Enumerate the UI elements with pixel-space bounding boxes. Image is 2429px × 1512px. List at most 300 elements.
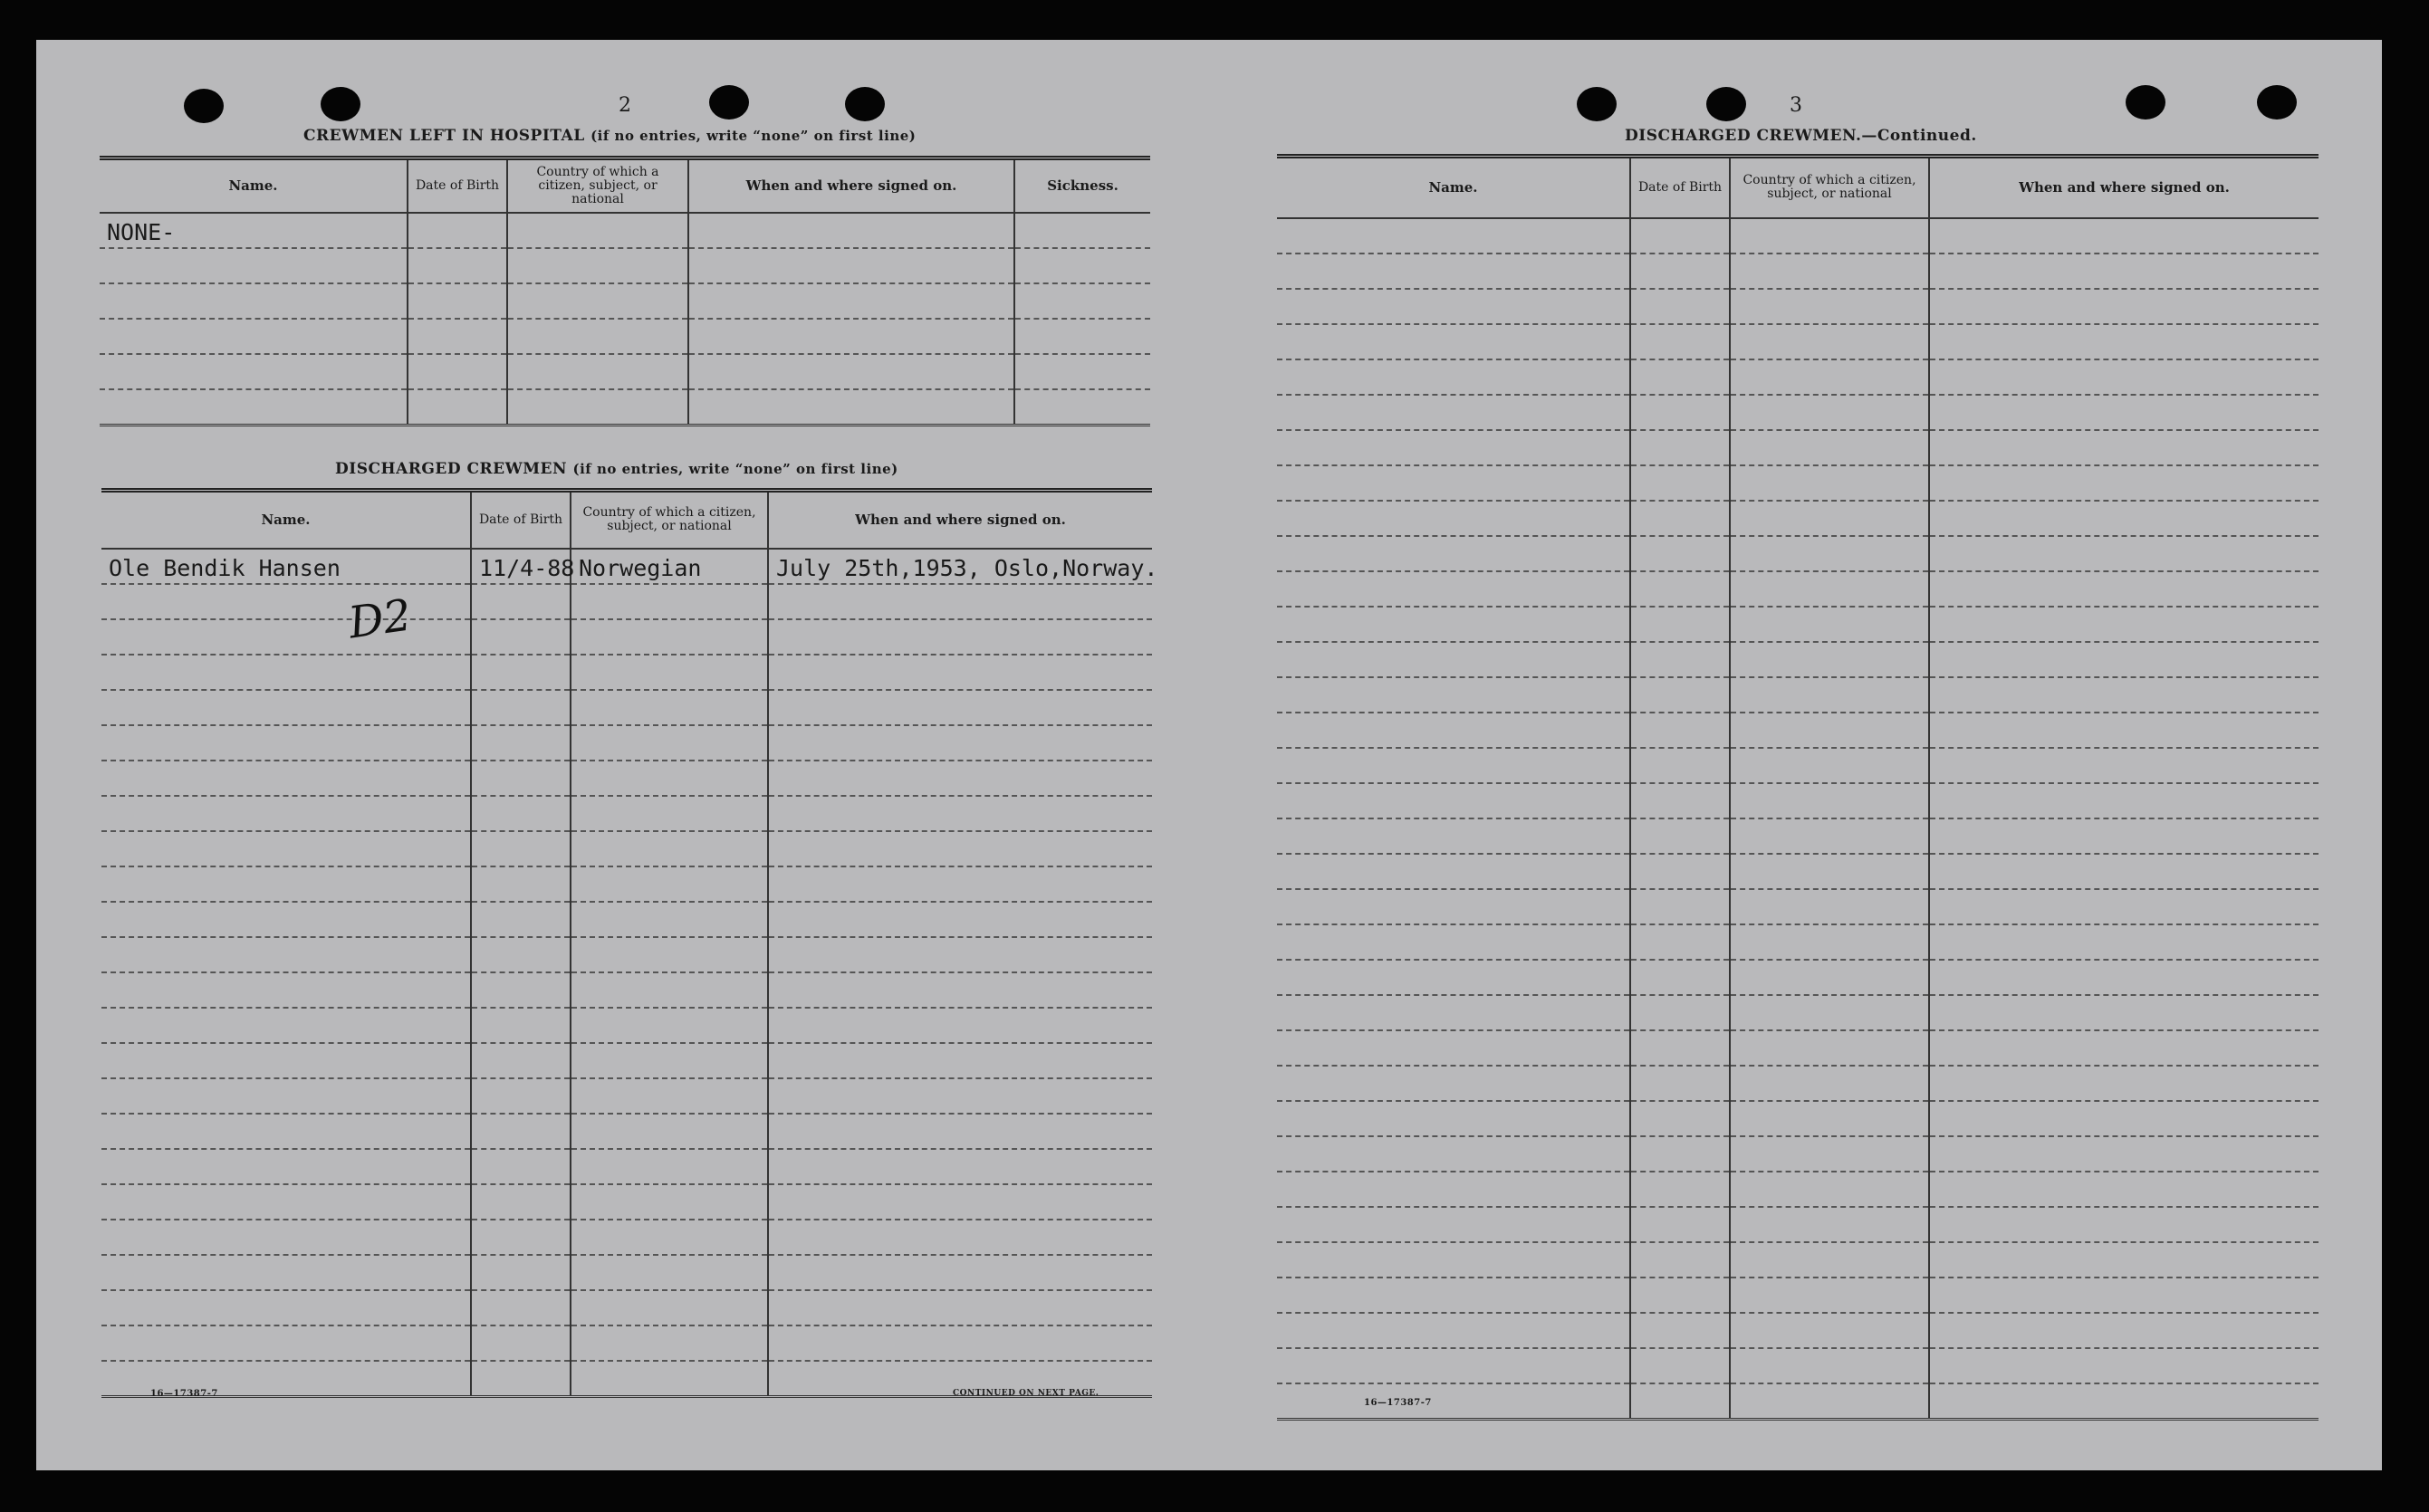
table-row — [101, 725, 1152, 761]
cell-signed — [1929, 1383, 2319, 1420]
table-row — [1277, 1278, 2319, 1313]
cell-country — [571, 1361, 768, 1397]
left-page — [36, 40, 1214, 1470]
cell-sickness — [1014, 354, 1150, 389]
col-header-country: Country of which a citizen, subject, or national — [1730, 157, 1929, 218]
table-row — [1277, 465, 2319, 501]
cell-dob — [1630, 713, 1730, 748]
typed-entry: NONE- — [107, 218, 176, 245]
cell-country — [1730, 430, 1929, 465]
table-row — [1277, 1207, 2319, 1242]
cell-signed — [688, 319, 1014, 354]
cell-country — [1730, 536, 1929, 571]
cell-signed — [688, 354, 1014, 389]
cell-name — [1277, 960, 1630, 995]
table-row — [101, 761, 1152, 796]
table-row — [100, 319, 1150, 354]
cell-country — [571, 1184, 768, 1220]
cell-dob — [408, 319, 507, 354]
cell-country — [1730, 783, 1929, 818]
table-row — [1277, 501, 2319, 536]
cell-name — [101, 619, 471, 655]
cell-country — [571, 796, 768, 831]
cell-dob — [471, 1114, 571, 1149]
table-row — [1277, 289, 2319, 324]
cell-dob — [1630, 854, 1730, 889]
cell-name — [1277, 1348, 1630, 1383]
cell-country — [1730, 571, 1929, 607]
cell-name — [101, 1220, 471, 1255]
cell-dob — [1630, 430, 1730, 465]
cell-name — [101, 549, 471, 584]
cell-signed — [1929, 571, 2319, 607]
cell-signed — [1929, 1348, 2319, 1383]
table-row — [101, 655, 1152, 690]
cell-name — [1277, 1101, 1630, 1136]
cell-signed — [768, 796, 1152, 831]
table-row — [101, 1043, 1152, 1078]
table-row — [100, 283, 1150, 319]
table-row — [101, 1008, 1152, 1043]
cell-name — [101, 1184, 471, 1220]
cell-signed — [1929, 1242, 2319, 1278]
cell-sickness — [1014, 319, 1150, 354]
cell-dob — [408, 283, 507, 319]
cell-signed — [1929, 359, 2319, 395]
table-row — [101, 831, 1152, 866]
cell-dob — [471, 1325, 571, 1361]
cell-signed — [1929, 783, 2319, 818]
cell-country — [571, 619, 768, 655]
cell-signed — [688, 248, 1014, 283]
cell-dob — [1630, 1242, 1730, 1278]
cell-country — [1730, 501, 1929, 536]
cell-signed — [768, 1290, 1152, 1325]
cell-signed — [768, 1149, 1152, 1184]
cell-signed — [1929, 289, 2319, 324]
cell-dob — [1630, 324, 1730, 359]
cell-name — [1277, 1313, 1630, 1348]
cell-dob — [1630, 607, 1730, 642]
cell-signed — [768, 1043, 1152, 1078]
table-row — [1277, 1101, 2319, 1136]
cell-dob — [471, 619, 571, 655]
cell-name — [101, 1043, 471, 1078]
cell-country — [1730, 1136, 1929, 1172]
cell-name — [100, 213, 408, 248]
handwritten-mark: D2 — [345, 589, 415, 649]
cell-signed — [768, 1008, 1152, 1043]
cell-name — [1277, 571, 1630, 607]
cell-name — [101, 1008, 471, 1043]
cell-country — [571, 937, 768, 972]
table-row — [1277, 854, 2319, 889]
cell-country — [571, 1255, 768, 1290]
cell-name — [101, 690, 471, 725]
cell-signed — [1929, 1136, 2319, 1172]
cell-dob — [1630, 924, 1730, 960]
cell-country — [1730, 1101, 1929, 1136]
table-row — [1277, 713, 2319, 748]
cell-dob — [471, 1255, 571, 1290]
cell-name — [1277, 995, 1630, 1030]
cell-dob — [1630, 1030, 1730, 1066]
cell-signed — [768, 1184, 1152, 1220]
cell-country — [1730, 995, 1929, 1030]
table-row — [1277, 748, 2319, 783]
cell-signed — [1929, 607, 2319, 642]
cell-country — [1730, 854, 1929, 889]
table-row — [1277, 571, 2319, 607]
cell-signed — [1929, 818, 2319, 854]
cell-country — [1730, 1030, 1929, 1066]
cell-name — [101, 937, 471, 972]
discharged-rows — [101, 549, 1158, 1397]
cell-signed — [1929, 324, 2319, 359]
cell-dob — [471, 937, 571, 972]
table-row — [1277, 395, 2319, 430]
cell-name — [101, 1325, 471, 1361]
cell-name — [1277, 1136, 1630, 1172]
cell-country — [571, 1008, 768, 1043]
cell-name — [100, 283, 408, 319]
cell-dob — [408, 389, 507, 426]
cell-signed — [1929, 854, 2319, 889]
cell-name — [101, 1255, 471, 1290]
cell-country — [571, 1114, 768, 1149]
cell-name — [1277, 1242, 1630, 1278]
cell-country — [1730, 1383, 1929, 1420]
table-row — [101, 1325, 1152, 1361]
hospital-rows — [100, 213, 1150, 426]
cell-country — [1730, 1313, 1929, 1348]
cell-name — [1277, 501, 1630, 536]
cell-signed — [768, 1325, 1152, 1361]
table-row — [101, 1114, 1152, 1149]
cell-dob — [471, 584, 571, 619]
cell-name — [1277, 289, 1630, 324]
cell-signed — [768, 972, 1152, 1008]
cell-name — [1277, 395, 1630, 430]
cell-country — [571, 1078, 768, 1114]
cell-signed — [1929, 536, 2319, 571]
cell-dob — [1630, 501, 1730, 536]
cell-dob — [471, 1361, 571, 1397]
cell-signed — [768, 937, 1152, 972]
form-number: 16—17387-7 — [150, 1389, 218, 1399]
cell-name — [1277, 1383, 1630, 1420]
table-row — [1277, 430, 2319, 465]
table-row — [101, 866, 1152, 902]
cell-dob — [1630, 536, 1730, 571]
cell-dob — [1630, 960, 1730, 995]
cell-dob — [1630, 1101, 1730, 1136]
cell-name — [1277, 889, 1630, 924]
cell-name — [101, 584, 471, 619]
document-sheet — [36, 40, 2382, 1470]
cell-name — [1277, 430, 1630, 465]
cell-dob — [471, 690, 571, 725]
hospital-title-text: CREWMEN LEFT IN HOSPITAL — [303, 127, 585, 145]
table-row — [1277, 924, 2319, 960]
cell-signed — [768, 866, 1152, 902]
cell-dob — [471, 1220, 571, 1255]
col-header-country: Country of which a citizen, subject, or national — [571, 491, 768, 549]
col-header-signed: When and where signed on. — [688, 158, 1014, 213]
cell-name — [1277, 818, 1630, 854]
cell-name — [101, 1114, 471, 1149]
cell-name — [101, 761, 471, 796]
table-row — [101, 584, 1152, 619]
cell-country — [1730, 254, 1929, 289]
table-row — [101, 1184, 1152, 1220]
cell-signed — [1929, 501, 2319, 536]
col-header-name: Name. — [1277, 157, 1630, 218]
cell-dob — [471, 1043, 571, 1078]
cell-country — [1730, 607, 1929, 642]
table-row — [1277, 889, 2319, 924]
form-number: 16—17387-7 — [1364, 1398, 1432, 1408]
cell-country — [1730, 289, 1929, 324]
cell-signed — [768, 1114, 1152, 1149]
table-row — [101, 619, 1152, 655]
punch-hole — [845, 87, 885, 121]
cell-dob — [1630, 1313, 1730, 1348]
table-row — [1277, 783, 2319, 818]
cell-name — [1277, 854, 1630, 889]
table-row — [1277, 1172, 2319, 1207]
typed-entry: Norwegian — [579, 554, 702, 581]
cell-country — [571, 831, 768, 866]
col-header-sickness: Sickness. — [1014, 158, 1150, 213]
cell-dob — [471, 1290, 571, 1325]
cell-dob — [471, 725, 571, 761]
table-row — [101, 690, 1152, 725]
cell-signed — [1929, 1313, 2319, 1348]
table-row — [101, 1149, 1152, 1184]
cell-name — [101, 796, 471, 831]
cell-signed — [768, 549, 1158, 584]
cell-dob — [408, 213, 507, 248]
cell-dob — [471, 655, 571, 690]
table-row — [101, 937, 1152, 972]
col-header-signed: When and where signed on. — [768, 491, 1152, 549]
cell-name — [100, 389, 408, 426]
col-header-signed: When and where signed on. — [1929, 157, 2319, 218]
cell-name — [1277, 1207, 1630, 1242]
cell-country — [1730, 924, 1929, 960]
cell-name — [100, 319, 408, 354]
cell-country — [571, 1220, 768, 1255]
table-row — [1277, 960, 2319, 995]
hospital-section-title — [303, 127, 916, 145]
table-row — [1277, 1242, 2319, 1278]
cell-dob — [1630, 1278, 1730, 1313]
cell-name — [101, 902, 471, 937]
table-row — [1277, 642, 2319, 677]
cell-signed — [1929, 395, 2319, 430]
punch-hole — [184, 89, 224, 123]
col-header-name: Name. — [100, 158, 408, 213]
cell-country — [1730, 677, 1929, 713]
cell-country — [507, 319, 688, 354]
cell-country — [571, 866, 768, 902]
discharged-continued-table — [1277, 154, 2319, 1421]
cell-country — [1730, 1172, 1929, 1207]
cell-signed — [768, 619, 1152, 655]
cell-dob — [1630, 1136, 1730, 1172]
cell-signed — [768, 725, 1152, 761]
cell-signed — [768, 1255, 1152, 1290]
discharged-title-note: (if no entries, write “none” on first line) — [572, 461, 898, 477]
table-row — [1277, 1030, 2319, 1066]
table-row — [1277, 359, 2319, 395]
cell-country — [1730, 218, 1929, 254]
cell-signed — [1929, 995, 2319, 1030]
cell-country — [1730, 1242, 1929, 1278]
cell-name — [1277, 713, 1630, 748]
cell-dob — [471, 761, 571, 796]
cell-country — [1730, 889, 1929, 924]
page-number: 3 — [1790, 94, 1802, 117]
cell-dob — [1630, 1207, 1730, 1242]
discharged-continued-title: DISCHARGED CREWMEN.—Continued. — [1625, 127, 1977, 145]
cell-country — [571, 655, 768, 690]
col-header-country: Country of which a citizen, subject, or national — [507, 158, 688, 213]
cell-name — [100, 248, 408, 283]
table-row — [1277, 1066, 2319, 1101]
cell-signed — [1929, 1207, 2319, 1242]
cell-signed — [1929, 713, 2319, 748]
cell-signed — [1929, 889, 2319, 924]
punch-hole — [2126, 85, 2165, 120]
cell-signed — [1929, 254, 2319, 289]
cell-signed — [768, 1078, 1152, 1114]
cell-dob — [471, 902, 571, 937]
cell-country — [571, 584, 768, 619]
table-row — [1277, 1313, 2319, 1348]
table-row — [1277, 995, 2319, 1030]
cell-dob — [1630, 465, 1730, 501]
cell-signed — [688, 389, 1014, 426]
cell-signed — [768, 831, 1152, 866]
cell-dob — [1630, 218, 1730, 254]
typed-entry: 11/4-88 — [479, 554, 575, 581]
right-page — [1232, 40, 2382, 1470]
cell-signed — [1929, 960, 2319, 995]
table-row — [101, 1290, 1152, 1325]
table-row — [101, 1220, 1152, 1255]
table-row — [101, 549, 1152, 584]
cell-name — [1277, 607, 1630, 642]
cell-country — [571, 902, 768, 937]
cell-signed — [1929, 465, 2319, 501]
cell-country — [507, 354, 688, 389]
continued-note: CONTINUED ON NEXT PAGE. — [953, 1389, 1099, 1398]
col-header-name: Name. — [101, 491, 471, 549]
cell-country — [1730, 748, 1929, 783]
table-row — [101, 972, 1152, 1008]
cell-country — [1730, 359, 1929, 395]
cell-country — [571, 761, 768, 796]
cell-country — [571, 1290, 768, 1325]
cell-name — [1277, 924, 1630, 960]
cell-dob — [471, 1149, 571, 1184]
cell-dob — [1630, 254, 1730, 289]
cell-country — [571, 725, 768, 761]
cell-country — [1730, 1066, 1929, 1101]
table-row — [1277, 1383, 2319, 1420]
cell-dob — [471, 1184, 571, 1220]
cell-dob — [471, 866, 571, 902]
cell-signed — [1929, 642, 2319, 677]
cell-country — [1730, 1207, 1929, 1242]
cell-name — [101, 655, 471, 690]
discharged-title-text: DISCHARGED CREWMEN — [335, 460, 568, 478]
cell-name — [1277, 783, 1630, 818]
cell-country — [1730, 818, 1929, 854]
cell-country — [1730, 1348, 1929, 1383]
cell-country — [1730, 465, 1929, 501]
cell-dob — [1630, 642, 1730, 677]
cell-country — [1730, 713, 1929, 748]
cell-signed — [1929, 218, 2319, 254]
table-row — [1277, 254, 2319, 289]
cell-name — [1277, 642, 1630, 677]
table-row — [101, 796, 1152, 831]
cell-signed — [768, 584, 1152, 619]
cell-country — [1730, 960, 1929, 995]
cell-dob — [471, 1078, 571, 1114]
cell-signed — [1929, 1172, 2319, 1207]
cell-sickness — [1014, 389, 1150, 426]
cell-country — [571, 1325, 768, 1361]
cell-name — [1277, 1172, 1630, 1207]
discharged-table — [101, 488, 1158, 1398]
cell-dob — [471, 549, 575, 584]
cell-name — [1277, 677, 1630, 713]
typed-entry: July 25th,1953, Oslo,Norway. — [776, 554, 1158, 581]
punch-hole — [321, 87, 360, 121]
hospital-table — [100, 156, 1150, 426]
punch-hole — [709, 85, 749, 120]
table-row — [101, 902, 1152, 937]
cell-name — [1277, 748, 1630, 783]
cell-name — [1277, 1066, 1630, 1101]
cell-signed — [1929, 1030, 2319, 1066]
cell-dob — [408, 354, 507, 389]
typed-entry: Ole Bendik Hansen — [109, 554, 341, 581]
cell-dob — [1630, 289, 1730, 324]
cell-dob — [1630, 748, 1730, 783]
cell-signed — [1929, 748, 2319, 783]
table-row — [100, 389, 1150, 426]
cell-signed — [1929, 1066, 2319, 1101]
cell-signed — [768, 655, 1152, 690]
cell-name — [1277, 1030, 1630, 1066]
cell-country — [1730, 324, 1929, 359]
cell-dob — [1630, 395, 1730, 430]
cell-dob — [471, 972, 571, 1008]
cell-name — [101, 866, 471, 902]
table-row — [100, 213, 1150, 248]
cell-signed — [688, 213, 1014, 248]
cell-dob — [1630, 889, 1730, 924]
cell-dob — [471, 1008, 571, 1043]
cell-country — [507, 389, 688, 426]
table-row — [1277, 818, 2319, 854]
cell-dob — [1630, 1348, 1730, 1383]
